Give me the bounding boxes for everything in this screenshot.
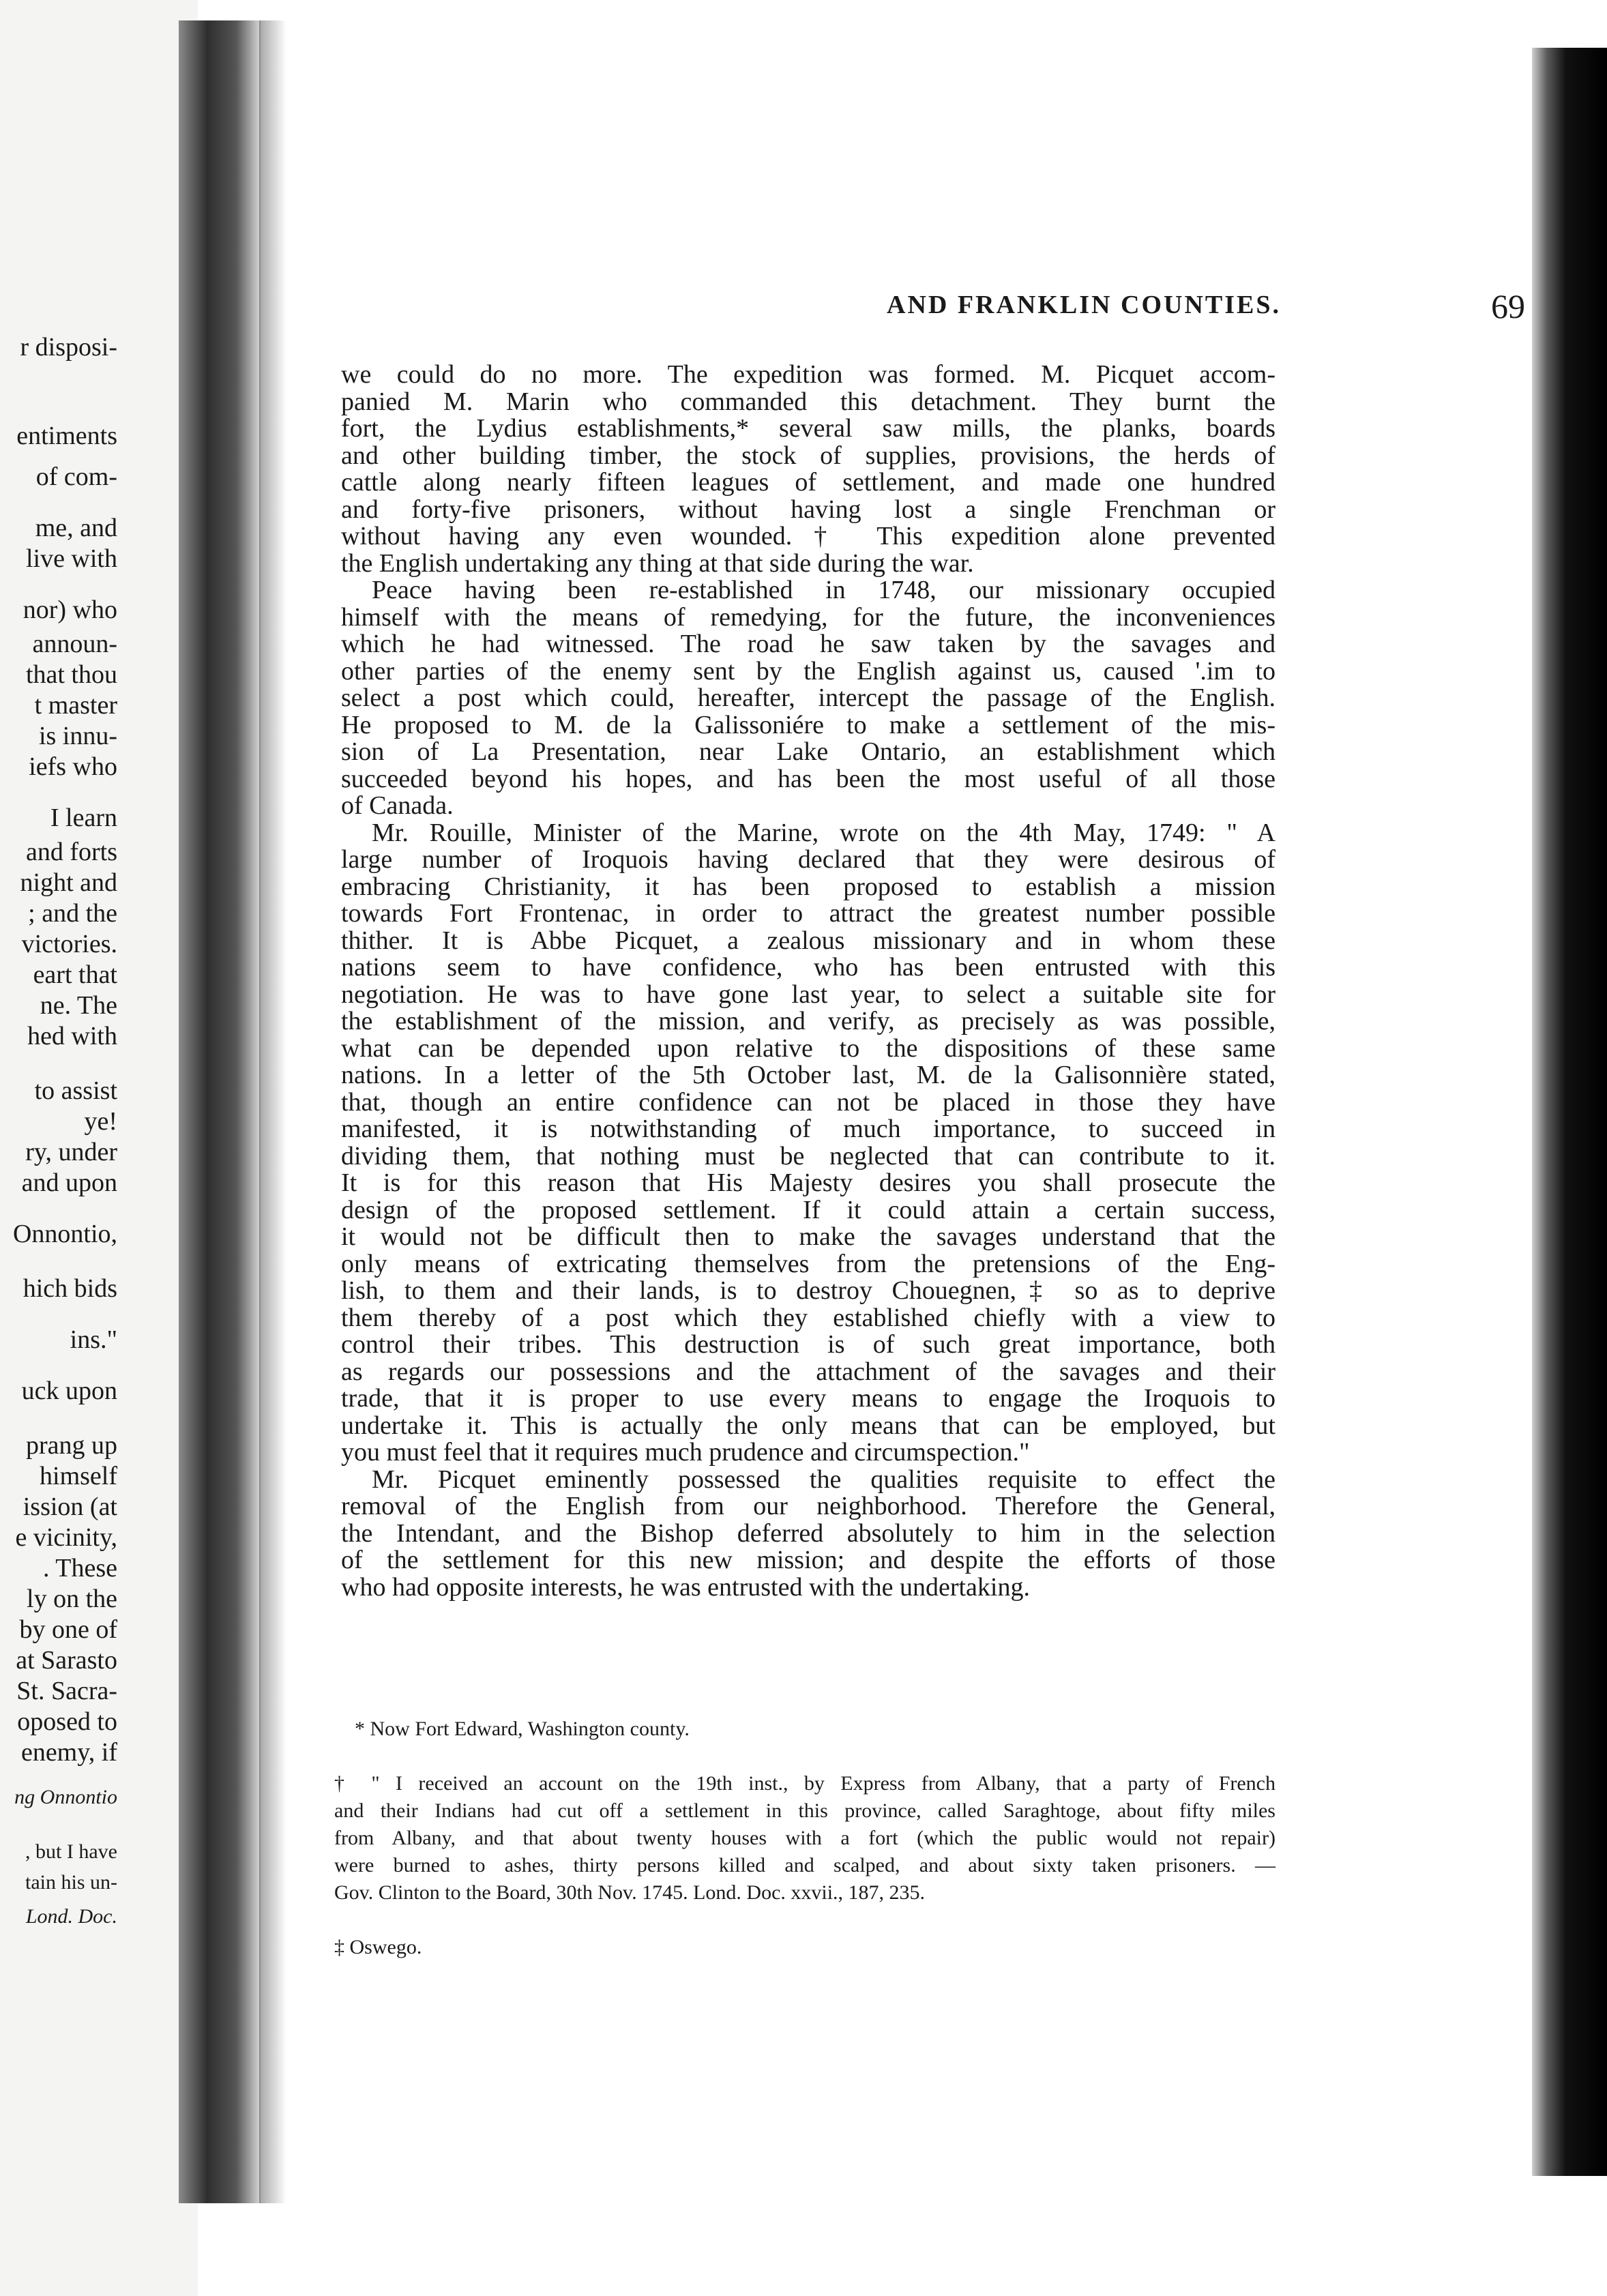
body-line: as regards our possessions and the attachment of the savages and their xyxy=(341,1357,1276,1386)
body-line: thither. It is Abbe Picquet, a zealous missionary and in whom these xyxy=(341,926,1276,955)
left-page-text-fragment: himself xyxy=(40,1462,117,1490)
left-page-text-fragment: of com- xyxy=(35,462,117,491)
left-page-text-fragment: ins." xyxy=(70,1325,117,1354)
left-page-text-fragment: me, and xyxy=(35,514,117,542)
left-page-text-fragment: victories. xyxy=(21,930,117,958)
body-line: cattle along nearly fifteen leagues of settlement, and made one hundred xyxy=(341,468,1276,497)
footnote-line: † " I received an account on the 19th inst., by Express from Albany, that a party of French xyxy=(334,1772,1276,1795)
body-line: without having any even wounded.† This expedition alone prevented xyxy=(341,522,1276,550)
body-line: Mr. Picquet eminently possessed the qualities requisite to effect the xyxy=(372,1465,1276,1494)
body-line: nations seem to have confidence, who has been entrusted with this xyxy=(341,953,1276,982)
left-facing-page xyxy=(0,0,198,2296)
body-line: that, though an entire confidence can not be placed in those they have xyxy=(341,1087,1276,1117)
left-page-text-fragment: ry, under xyxy=(25,1138,117,1166)
body-line: lish, to them and their lands, is to destroy Chouegnen,‡ so as to deprive xyxy=(341,1276,1276,1305)
left-page-text-fragment: St. Sacra- xyxy=(16,1677,117,1705)
book-cover-edge xyxy=(1532,48,1607,2176)
left-page-text-fragment: oposed to xyxy=(17,1707,117,1736)
body-line: them thereby of a post which they established chiefly with a view to xyxy=(341,1303,1276,1332)
body-line: which he had witnessed. The road he saw taken by the savages and xyxy=(341,630,1276,658)
body-line: succeeded beyond his hopes, and has been the most useful of all those xyxy=(341,764,1276,793)
left-page-text-fragment: enemy, if xyxy=(20,1738,117,1767)
left-page-text-fragment: that thou xyxy=(25,660,117,689)
left-page-text-fragment: uck upon xyxy=(21,1377,117,1405)
body-line: the Intendant, and the Bishop deferred absolutely to him in the selection xyxy=(341,1518,1276,1548)
body-line: of Canada. xyxy=(341,791,454,820)
left-page-text-fragment: r disposi- xyxy=(20,333,117,362)
body-line: other parties of the enemy sent by the English against us, caused '.im to xyxy=(341,656,1276,686)
body-line: control their tribes. This destruction is of such great importance, both xyxy=(341,1330,1276,1359)
body-line: we could do no more. The expedition was formed. M. Picquet accom- xyxy=(341,360,1276,389)
left-page-text-fragment: t master xyxy=(34,691,117,720)
body-line: undertake it. This is actually the only means that can be employed, but xyxy=(341,1411,1276,1440)
body-line: and forty-five prisoners, without having lost a single Frenchman or xyxy=(341,495,1276,524)
body-line: nations. In a letter of the 5th October last, M. de la Galisonnière stated, xyxy=(341,1061,1276,1089)
body-line: removal of the English from our neighborhood. Therefore the General, xyxy=(341,1492,1276,1520)
body-line: Mr. Rouille, Minister of the Marine, wrote on the 4th May, 1749: " A xyxy=(372,818,1276,847)
body-line: manifested, it is notwithstanding of much importance, to succeed in xyxy=(341,1115,1276,1143)
left-page-text-fragment: by one of xyxy=(19,1615,117,1644)
left-page-text-fragment: e vicinity, xyxy=(15,1523,117,1552)
footnote-line: and their Indians had cut off a settlement in this province, called Saraghtoge, about fifty miles xyxy=(334,1799,1276,1822)
footnote-line: were burned to ashes, thirty persons killed and scalped, and about sixty taken prisoners. — xyxy=(334,1854,1276,1876)
body-line: design of the proposed settlement. If it could attain a certain success, xyxy=(341,1195,1276,1224)
gutter-shadow xyxy=(259,20,286,2203)
left-page-text-fragment: iefs who xyxy=(29,752,117,781)
left-page-text-fragment: tain his un- xyxy=(25,1871,117,1894)
left-page-text-fragment: announ- xyxy=(32,630,117,658)
body-line: large number of Iroquois having declared that they were desirous of xyxy=(341,845,1276,874)
page-number: 69 xyxy=(1491,287,1525,325)
left-page-text-fragment: nor) who xyxy=(23,595,117,624)
left-page-text-fragment: ye! xyxy=(84,1107,117,1136)
left-page-text-fragment: is innu- xyxy=(38,722,117,750)
body-line: who had opposite interests, he was entrusted with the undertaking. xyxy=(341,1572,1030,1602)
body-line: only means of extricating themselves from the pretensions of the Eng- xyxy=(341,1249,1276,1278)
left-page-text-fragment: eart that xyxy=(33,960,117,989)
left-page-text-fragment: ng Onnontio xyxy=(14,1786,117,1808)
body-line: Peace having been re-established in 1748, our missionary occupied xyxy=(372,576,1276,604)
body-line: It is for this reason that His Majesty desires you shall prosecute the xyxy=(341,1168,1276,1197)
body-line: what can be depended upon relative to the dispositions of these same xyxy=(341,1033,1276,1063)
left-page-text-fragment: Onnontio, xyxy=(12,1220,117,1248)
body-line: himself with the means of remedying, for the future, the inconveniences xyxy=(341,602,1276,632)
body-line: and other building timber, the stock of supplies, provisions, the herds of xyxy=(341,441,1276,470)
body-line: of the settlement for this new mission; and despite the efforts of those xyxy=(341,1546,1276,1574)
footnote-line: from Albany, and that about twenty houses with a fort (which the public would not repair) xyxy=(334,1827,1276,1849)
body-line: sion of La Presentation, near Lake Ontario, an establishment which xyxy=(341,737,1276,766)
body-line: you must feel that it requires much prudence and circumspection." xyxy=(341,1438,1030,1467)
left-page-text-fragment: ; and the xyxy=(28,899,117,928)
left-page-text-fragment: and forts xyxy=(25,838,117,866)
running-head: AND FRANKLIN COUNTIES. xyxy=(887,291,1281,319)
body-line: the establishment of the mission, and verify, as precisely as was possible, xyxy=(341,1007,1276,1035)
left-page-text-fragment: entiments xyxy=(16,422,117,450)
left-page-text-fragment: live with xyxy=(25,544,117,573)
body-line: He proposed to M. de la Galissoniére to make a settlement of the mis- xyxy=(341,710,1276,739)
left-page-text-fragment: hed with xyxy=(27,1022,117,1050)
left-page-text-fragment: to assist xyxy=(34,1076,117,1105)
body-line: the English undertaking any thing at that side during the war. xyxy=(341,548,974,578)
left-page-text-fragment: ission (at xyxy=(23,1492,117,1521)
book-gutter xyxy=(179,20,261,2203)
body-line: panied M. Marin who commanded this detachment. They burnt the xyxy=(341,387,1276,416)
body-line: trade, that it is proper to use every means to engage the Iroquois to xyxy=(341,1384,1276,1413)
left-page-text-fragment: prang up xyxy=(25,1431,117,1460)
left-page-text-fragment: I learn xyxy=(50,804,117,832)
left-page-text-fragment: at Sarasto xyxy=(16,1646,117,1675)
left-page-text-fragment: ly on the xyxy=(27,1585,117,1613)
left-page-text-fragment: hich bids xyxy=(23,1274,117,1303)
body-line: embracing Christianity, it has been proposed to establish a mission xyxy=(341,872,1276,901)
footnote-line: * Now Fort Edward, Washington county. xyxy=(355,1718,690,1740)
footnote-line: ‡ Oswego. xyxy=(334,1936,422,1958)
body-line: towards Fort Frontenac, in order to attract the greatest number possible xyxy=(341,899,1276,928)
left-page-text-fragment: , but I have xyxy=(25,1840,117,1863)
footnote-line: Gov. Clinton to the Board, 30th Nov. 1745. Lond. Doc. xxvii., 187, 235. xyxy=(334,1881,926,1904)
body-line: select a post which could, hereafter, intercept the passage of the English. xyxy=(341,683,1276,712)
body-line: fort, the Lydius establishments,* several saw mills, the planks, boards xyxy=(341,414,1276,443)
body-line: dividing them, that nothing must be neglected that can contribute to it. xyxy=(341,1141,1276,1171)
body-line: negotiation. He was to have gone last year, to select a suitable site for xyxy=(341,980,1276,1009)
left-page-text-fragment: ne. The xyxy=(40,991,117,1020)
body-line: it would not be difficult then to make the savages understand that the xyxy=(341,1222,1276,1251)
left-page-text-fragment: and upon xyxy=(21,1168,117,1197)
left-page-text-fragment: night and xyxy=(20,868,117,897)
left-page-text-fragment: Lond. Doc. xyxy=(25,1905,117,1928)
book-page xyxy=(293,41,1532,2196)
left-page-text-fragment: . These xyxy=(42,1554,117,1583)
